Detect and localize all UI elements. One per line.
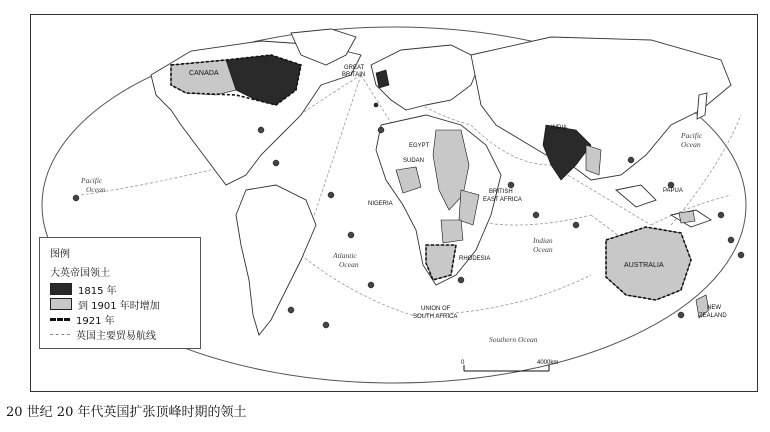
ocean-southern: Southern Ocean <box>489 335 538 344</box>
se-asia-islands <box>616 185 656 207</box>
legend-swatch-1901 <box>50 298 72 310</box>
label-union-sa: UNION OF <box>421 306 451 312</box>
ocean-pacific-west-2: Ocean <box>86 185 106 194</box>
south-america <box>236 185 316 335</box>
territory-papua <box>679 211 695 223</box>
legend-line-1921 <box>50 318 70 321</box>
label-nigeria: NIGERIA <box>368 201 393 207</box>
ocean-pacific-east-2: Ocean <box>681 140 701 149</box>
label-british-east-africa: BRITISH <box>489 189 513 195</box>
label-new-zealand-2: ZEALAND <box>699 313 727 319</box>
label-papua: PAPUA <box>663 188 683 194</box>
territory-burma <box>586 145 601 175</box>
ocean-atlantic: Atlantic <box>333 251 357 260</box>
scale-bar <box>461 360 558 371</box>
label-union-sa-2: SOUTH AFRICA <box>413 314 458 320</box>
map-frame <box>30 14 758 392</box>
legend-swatch-1815 <box>50 283 72 295</box>
ocean-indian-2: Ocean <box>533 245 553 254</box>
ocean-pacific-west: Pacific <box>81 176 103 185</box>
label-rhodesia: RHODESIA <box>459 256 491 262</box>
label-australia: AUSTRALIA <box>624 262 664 269</box>
map-caption: 20 世纪 20 年代英国扩张顶峰时期的领土 <box>6 405 247 420</box>
scale-start: 0 <box>461 360 465 366</box>
legend-item-1901 <box>50 297 160 311</box>
territory-gibraltar <box>374 103 378 107</box>
territory-rhodesia <box>441 220 463 243</box>
asia <box>471 37 731 180</box>
legend-line-trade-routes <box>50 334 70 335</box>
ocean-indian: Indian <box>533 236 553 245</box>
label-india: INDIA <box>551 125 568 131</box>
legend-subtitle: 大英帝国领土 <box>50 268 110 279</box>
label-sudan: SUDAN <box>403 158 425 164</box>
scale-end: 4000km <box>537 360 559 366</box>
legend-label-trade-routes: 英国主要贸易航线 <box>76 330 156 342</box>
label-canada: CANADA <box>189 70 219 77</box>
label-great-britain-2: BRITAIN <box>342 72 366 78</box>
label-egypt: EGYPT <box>409 143 430 149</box>
legend-label-1901: 到 1901 年时增加 <box>78 300 160 312</box>
legend-label-1921: 1921 年 <box>76 315 115 327</box>
legend-label-1815: 1815 年 <box>78 285 117 297</box>
label-british-east-africa-2: EAST AFRICA <box>483 197 522 203</box>
legend-title: 图例 <box>50 249 70 260</box>
legend-item-1921 <box>50 312 115 326</box>
label-great-britain: GREAT <box>344 65 365 71</box>
legend-item-1815 <box>50 282 117 296</box>
map-legend <box>39 237 201 349</box>
label-new-zealand: NEW <box>707 305 721 311</box>
legend-item-trade-routes <box>50 327 156 341</box>
ocean-pacific-east: Pacific <box>681 131 703 140</box>
japan <box>697 93 707 119</box>
ocean-atlantic-2: Ocean <box>339 260 359 269</box>
